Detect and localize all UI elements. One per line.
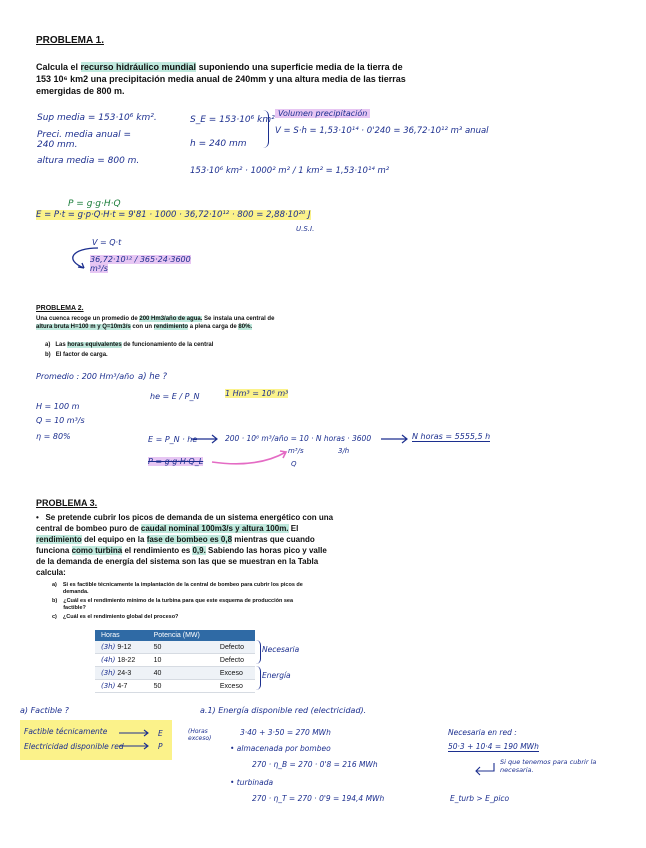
item-label: c)	[52, 614, 57, 620]
statement-text: suponiendo una superficie media de la tierra de 153 10⁶ km2 una precipitación media anual de 240mm y una altura media de las tierras emergidas de 800 m.	[36, 62, 406, 96]
handwritten-note: E_turb > E_pico	[450, 794, 510, 803]
handwritten-note: E	[158, 729, 163, 738]
statement-text: Una cuenca recoge un promedio de	[36, 316, 140, 322]
table-header: Potencia (MW)	[148, 630, 214, 641]
handwritten-note: H = 100 m	[36, 402, 80, 411]
handwritten-note: (3h)	[101, 669, 116, 677]
problem-3-item-a	[52, 582, 312, 596]
statement-text: mientras que cuando funciona	[36, 535, 315, 555]
item-text: Las	[55, 342, 68, 348]
table-cell: Exceso	[214, 667, 255, 680]
handwritten-note: a.1) Energía disponible red (electricidad).	[200, 706, 367, 715]
problem-3-item-b	[52, 598, 312, 612]
table-row	[95, 680, 255, 693]
handwritten-note: (3h)	[101, 643, 116, 651]
table-cell	[95, 667, 148, 680]
handwritten-note: Electricidad disponible red	[24, 742, 124, 751]
handwritten-note: Necesaria	[262, 645, 300, 654]
table-header-row	[95, 630, 255, 641]
statement-text: Sabiendo las horas pico y valle de la demanda de energía del sistema son las que se muestran en la Tabla calcula:	[36, 546, 327, 577]
handwritten-note: he = E / P_N	[150, 392, 200, 401]
arrow-icon	[118, 729, 156, 751]
handwritten-note: 153·10⁶ km² · 1000² m² / 1 km² = 1,53·10¹⁴ m²	[190, 166, 390, 176]
table-cell: Defecto	[214, 654, 255, 667]
statement-text: del equipo en la	[81, 535, 147, 544]
handwritten-note: 50·3 + 10·4 = 190 MWh	[448, 742, 539, 751]
handwritten-note: Necesaria en red :	[448, 728, 517, 737]
arrow-icon	[210, 448, 290, 468]
table-row	[95, 641, 255, 654]
cell-value: 4-7	[117, 683, 128, 690]
handwritten-note: V = S·h = 1,53·10¹⁴ · 0'240 = 36,72·10¹² m³ anual	[275, 126, 489, 136]
handwritten-note: Factible técnicamente	[24, 727, 108, 736]
handwritten-note: Energía	[262, 671, 291, 680]
handwritten-note: altura media = 800 m.	[37, 156, 140, 166]
highlight: 1 Hm³ = 10⁶ m³	[225, 389, 289, 398]
arrow-icon	[380, 434, 410, 444]
handwritten-note: S_E = 153·10⁶ km²	[190, 115, 275, 125]
handwritten-note	[90, 255, 200, 273]
handwritten-note: Q	[291, 460, 297, 468]
table-cell: 50	[148, 680, 214, 693]
statement-text: con un	[130, 324, 154, 330]
handwritten-note: (3h)	[101, 682, 116, 690]
bullet: •	[36, 513, 46, 522]
item-label: b)	[45, 352, 51, 358]
handwritten-note: Sup media = 153·10⁶ km².	[37, 113, 157, 123]
problem-1-heading: PROBLEMA 1.	[36, 35, 104, 46]
problem-2-heading: PROBLEMA 2.	[36, 305, 84, 312]
handwritten-note: 200 · 10⁶ m³/año = 10 · N horas · 3600	[225, 434, 372, 443]
handwritten-note: E = P_N · he	[148, 435, 198, 444]
problem-3-statement	[36, 512, 336, 578]
statement-text: el rendimiento es	[122, 546, 193, 555]
table-header	[214, 630, 255, 641]
table-cell: Defecto	[214, 641, 255, 654]
highlight: E = P·t = g·p·Q·H·t = 9'81 · 1000 · 36,72·10¹² · 800 = 2,88·10²⁰ J	[36, 210, 311, 220]
table-cell: 40	[148, 667, 214, 680]
item-text: de funcionamiento de la central	[121, 342, 214, 348]
highlight: horas equivalentes	[67, 342, 122, 348]
statement-text: a plena carga de	[188, 324, 239, 330]
highlight: 200 Hm3/año de agua.	[139, 316, 203, 322]
brace	[262, 110, 269, 148]
handwritten-note: Si que tenemos para cubrir la necesaria.	[500, 758, 597, 774]
handwritten-note	[36, 210, 311, 220]
table-header: Horas	[95, 630, 148, 641]
statement-text: Se instala una central de	[202, 316, 275, 322]
problem-1-statement	[36, 61, 416, 97]
cell-value: 9-12	[117, 644, 132, 651]
handwritten-note: a) Factible ?	[20, 706, 69, 715]
arrow-icon	[474, 762, 496, 776]
handwritten-note: • almacenada por bombeo	[230, 744, 331, 753]
handwritten-note: (Horas exceso)	[188, 728, 212, 742]
highlight: 80%.	[238, 324, 253, 330]
table-row	[95, 654, 255, 667]
handwritten-note: 3/h	[338, 447, 350, 455]
table-cell: 10	[148, 654, 214, 667]
handwritten-note: (4h)	[101, 656, 116, 664]
highlight: rendimiento	[153, 324, 189, 330]
brace	[256, 666, 261, 690]
handwritten-note: η = 80%	[36, 432, 71, 441]
table-cell	[95, 641, 148, 654]
table-cell	[95, 680, 148, 693]
handwritten-note: P = g·g·H·Q_L	[148, 457, 204, 466]
handwritten-note: U.S.I.	[296, 225, 315, 233]
handwritten-note: • turbinada	[230, 778, 274, 787]
cell-value: 18-22	[117, 657, 136, 664]
item-label: b)	[52, 598, 58, 604]
highlight: 0,9.	[192, 546, 206, 555]
demand-table	[95, 630, 255, 693]
item-text: Si es factible técnicamente la implantación de la central de bombeo para cubrir los picos de demanda.	[62, 582, 303, 595]
problem-3-item-c	[52, 614, 312, 621]
handwritten-note: P = g·g·H·Q	[68, 199, 121, 209]
handwritten-note	[225, 389, 288, 398]
handwritten-note: Preci. media anual = 240 mm.	[37, 130, 132, 150]
highlight: rendimiento	[36, 535, 82, 544]
problem-2-item-a	[45, 342, 213, 348]
problem-2-item-b	[45, 352, 108, 358]
table-cell: 50	[148, 641, 214, 654]
handwritten-note: V = Q·t	[92, 238, 122, 247]
table-cell	[95, 654, 148, 667]
highlight: caudal nominal 100m3/s y altura 100m.	[140, 524, 289, 533]
item-text: ¿Cuál es el rendimiento global del proceso?	[62, 614, 179, 620]
table-row	[95, 667, 255, 680]
highlight: altura bruta H=100 m y Q=10m3/s	[36, 324, 131, 330]
item-label: a)	[45, 342, 51, 348]
highlight: recurso hidráulico mundial	[80, 62, 197, 72]
highlight: como turbina	[71, 546, 123, 555]
handwritten-note: N horas = 5555,5 h	[412, 432, 491, 441]
highlight: fase de bombeo es 0,8	[146, 535, 233, 544]
handwritten-note: h = 240 mm	[190, 139, 247, 149]
problem-3-items	[52, 582, 312, 621]
statement-text: Se pretende cubrir los picos de demanda de un sistema energético con una central de bombeo puro de	[36, 513, 334, 533]
item-text: El factor de carga.	[55, 352, 108, 358]
highlight: 36,72·10¹² / 365·24·3600 m³/s	[90, 255, 191, 273]
handwritten-note: Volumen precipitación	[275, 109, 370, 118]
table-cell: Exceso	[214, 680, 255, 693]
handwritten-note: 270 · η_B = 270 · 0'8 = 216 MWh	[252, 760, 378, 769]
statement-text: Calcula el	[36, 62, 81, 72]
handwritten-note: 3·40 + 3·50 = 270 MWh	[240, 728, 331, 737]
handwritten-note: P	[158, 742, 163, 751]
handwritten-note: Promedio : 200 Hm³/año	[36, 372, 135, 381]
handwritten-note: a) he ?	[138, 372, 168, 382]
brace	[256, 640, 261, 664]
item-label: a)	[52, 582, 57, 588]
problem-3-heading: PROBLEMA 3.	[36, 498, 98, 508]
handwritten-note: m³/s	[288, 447, 304, 455]
item-text: ¿Cuál es el rendimiento mínimo de la turbina para que este esquema de producción sea factible?	[63, 598, 294, 611]
problem-2-statement	[36, 315, 276, 331]
cell-value: 24-3	[117, 670, 132, 677]
statement-text: El	[288, 524, 299, 533]
arrow-icon	[190, 434, 220, 444]
handwritten-note: Q = 10 m³/s	[36, 416, 85, 425]
handwritten-note: 270 · η_T = 270 · 0'9 = 194,4 MWh	[252, 794, 385, 803]
